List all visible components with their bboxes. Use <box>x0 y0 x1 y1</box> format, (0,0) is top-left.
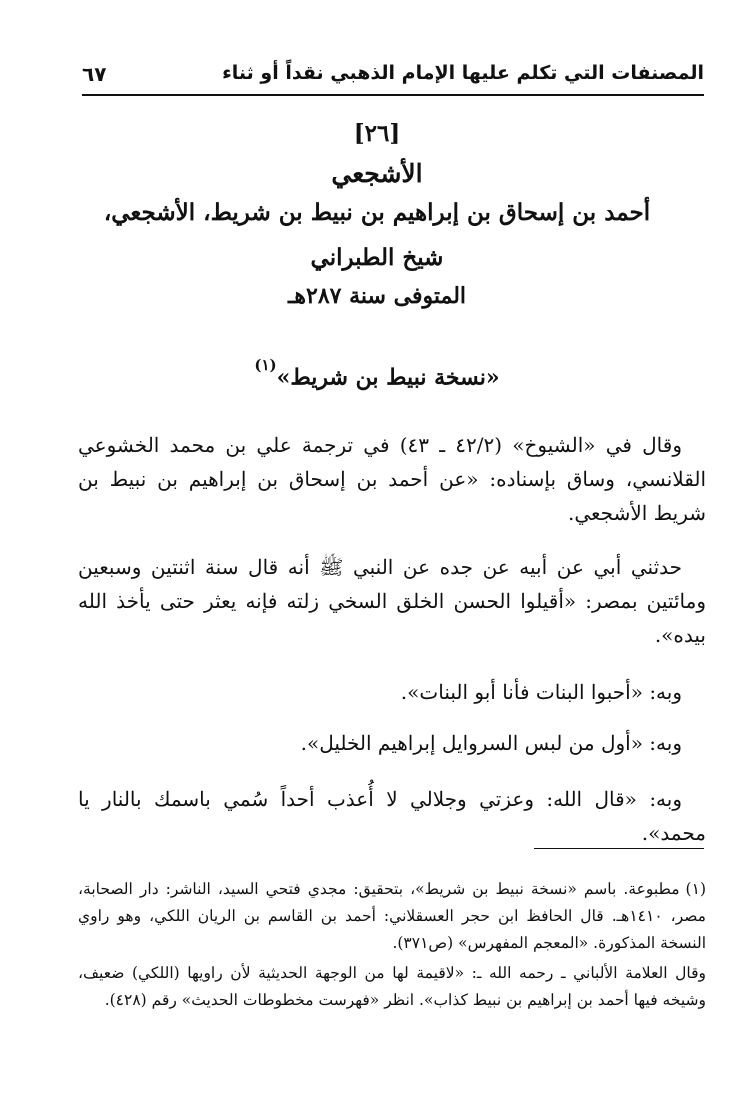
footnote-text: وقال العلامة الألباني ـ رحمه الله ـ: «لاقيمة لها من الوجهة الحديثية لأن راويها (اللكي) ضعيف، وشيخه فيها أحمد بن إبراهيم بن نبيط كذاب». انظر «فهرست مخطوطات الحديث» رقم (٤٢٨). <box>78 963 706 1009</box>
footnote-reference: (١) <box>254 356 277 374</box>
entry-number: [٢٦] <box>353 120 401 147</box>
footnote <box>78 876 706 957</box>
entry-full-name: أحمد بن إسحاق بن إبراهيم بن نبيط بن شريط، الأشجعي، <box>103 199 651 226</box>
entry-role: شيخ الطبراني <box>310 244 444 271</box>
entry-name: الأشجعي <box>331 159 423 188</box>
paragraph: وبه: «أول من لبس السروايل إبراهيم الخليل». <box>300 731 682 755</box>
footnote-divider <box>534 848 704 849</box>
paragraph: وبه: «أحبوا البنات فأنا أبو البنات». <box>400 680 682 704</box>
paragraph: وبه: «قال الله: وعزتي وجلالي لا أُعذب أحداً سُمي باسمك بالنار يا محمد». <box>78 787 706 845</box>
paragraph: وقال في «الشيوخ» (٤٢/٢ ـ ٤٣) في ترجمة علي بن محمد الخشوعي القلانسي، وساق بإسناده: «عن أحمد بن إسحاق بن إبراهيم بن نبيط بن شريط الأشجعي. <box>78 433 706 525</box>
running-head-title: المصنفات التي تكلم عليها الإمام الذهبي نقداً أو ثناء <box>222 62 704 84</box>
paragraph: حدثني أبي عن أبيه عن جده عن النبي ﷺ أنه قال سنة اثنتين وسبعين ومائتين بمصر: «أقيلوا الحسن الخلق السخي زلته فإنه يعثر حتى يأخذ الله بيده». <box>78 555 706 647</box>
running-header <box>82 58 704 96</box>
page-number: ٦٧ <box>82 62 107 86</box>
footnote-mark: (١) <box>685 879 706 898</box>
section-title-text: «نسخة نبيط بن شريط» <box>276 364 500 391</box>
section-title <box>60 356 694 391</box>
footnote-text: مطبوعة. باسم «نسخة نبيط بن شريط»، بتحقيق: مجدي فتحي السيد، الناشر: دار الصحابة، مصر، ١٤١٠هـ. قال الحافظ ابن حجر العسقلاني: أحمد بن القاسم بن الريان اللكي، وهو راوي النسخة المذكورة. «المعجم المفهرس» (ص٣٧١). <box>78 879 706 952</box>
entry-death-year: المتوفى سنة ٢٨٧هـ <box>287 283 467 309</box>
footnote <box>78 960 706 1014</box>
